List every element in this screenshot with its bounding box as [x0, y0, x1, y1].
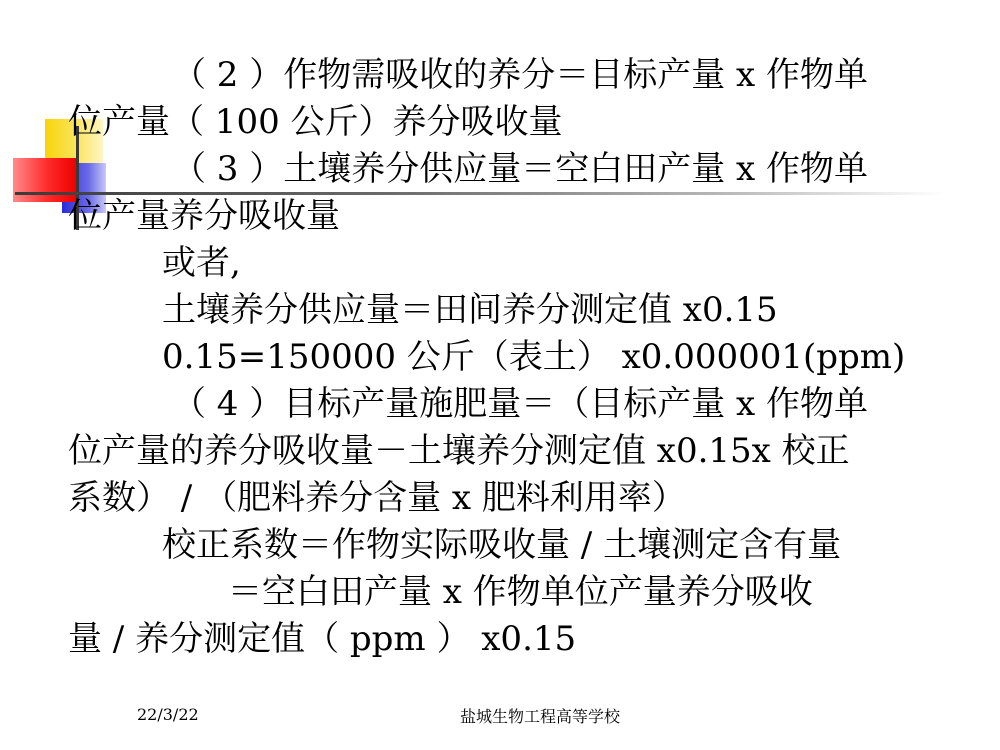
text-line: 土壤养分供应量＝田间养分测定值 x0.15 — [162, 290, 778, 330]
text-line: 系数） / （肥料养分含量 x 肥料利用率） — [68, 478, 686, 518]
text-line: 量 / 养分测定值（ ppm ） x0.15 — [68, 619, 577, 659]
text-line: （ 2 ）作物需吸收的养分＝目标产量 x 作物单 — [172, 55, 869, 95]
text-line: 或者, — [162, 243, 241, 283]
footer-school: 盐城生物工程高等学校 — [460, 707, 621, 726]
text-line: （ 3 ）土壤养分供应量＝空白田产量 x 作物单 — [172, 149, 869, 189]
text-line: （ 4 ）目标产量施肥量＝（目标产量 x 作物单 — [172, 384, 869, 424]
footer-date: 22/3/22 — [137, 705, 199, 724]
text-line: ＝空白田产量 x 作物单位产量养分吸收 — [228, 572, 813, 612]
text-line: 位产量养分吸收量 — [68, 196, 340, 236]
text-line: 0.15=150000 公斤（表土） x0.000001(ppm) — [162, 337, 906, 377]
text-line: 位产量（ 100 公斤）养分吸收量 — [68, 102, 563, 142]
text-line: 校正系数＝作物实际吸收量 / 土壤测定含有量 — [162, 525, 842, 565]
text-line: 位产量的养分吸收量－土壤养分测定值 x0.15x 校正 — [68, 431, 850, 471]
